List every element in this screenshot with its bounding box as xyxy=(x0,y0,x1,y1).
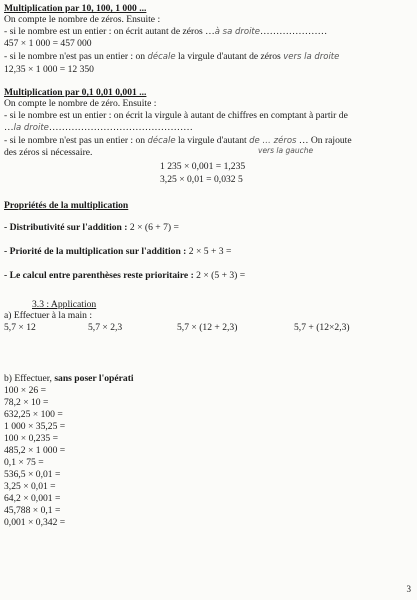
list-item: 45,788 × 0,1 = xyxy=(4,505,61,516)
list-item: 632,25 × 100 = xyxy=(4,409,63,420)
operation: 5,7 + (12×2,3) xyxy=(294,322,350,333)
handwritten-answer: vers la droite xyxy=(283,52,340,62)
rule-integer: - si le nombre est un entier : on écrit autant de zéros …à sa droite………………… xyxy=(4,26,328,37)
rule-decimal: - si le nombre n'est pas un entier : on décale la virgule d'autant de … zéros … On rajoute xyxy=(4,135,352,146)
section-title-mult-01: Multiplication par 0,1 0,01 0,001 ... xyxy=(4,87,147,98)
handwritten-answer: vers la gauche xyxy=(258,146,314,155)
list-item: 100 × 26 = xyxy=(4,385,47,396)
list-item: 3,25 × 0,01 = xyxy=(4,481,56,492)
list-item: 78,2 × 10 = xyxy=(4,397,49,408)
text-line: On compte le nombre de zéros. Ensuite : xyxy=(4,14,161,25)
list-item: 536,5 × 0,01 = xyxy=(4,469,61,480)
handwritten-answer: la droite xyxy=(13,123,49,133)
operation: 5,7 × (12 + 2,3) xyxy=(177,322,238,333)
handwritten-answer: décale xyxy=(147,136,176,146)
text-line: des zéros si nécessaire. xyxy=(4,147,93,158)
operation: 5,7 × 2,3 xyxy=(88,322,123,333)
section-title-properties: Propriétés de la multiplication xyxy=(4,200,129,211)
list-item: 485,2 × 1 000 = xyxy=(4,445,66,456)
property-distributivity: - Distributivité sur l'addition : 2 × (6 + 7) = xyxy=(4,222,179,233)
example-line: 3,25 × 0,01 = 0,032 5 xyxy=(160,174,243,185)
exercise-b-label: b) Effectuer, sans poser l'opérati xyxy=(4,373,134,384)
operation: 5,7 × 12 xyxy=(4,322,36,333)
section-title-mult-10: Multiplication par 10, 100, 1 000 ... xyxy=(4,3,147,14)
handwritten-answer: décale xyxy=(147,52,176,62)
example-line: 1 235 × 0,001 = 1,235 xyxy=(160,161,246,172)
rule-integer: - si le nombre est un entier : on écrit la virgule à autant de chiffres en comptant à partir de xyxy=(4,110,348,121)
rule-integer-cont: …la droite……………………………………… xyxy=(4,122,193,133)
list-item: 100 × 0,235 = xyxy=(4,433,58,444)
handwritten-answer: à sa droite xyxy=(214,27,260,37)
handwritten-answer: de … zéros xyxy=(249,136,297,146)
list-item: 0,1 × 75 = xyxy=(4,457,44,468)
exercise-a-label: a) Effectuer à la main : xyxy=(4,310,92,321)
rule-decimal: - si le nombre n'est pas un entier : on décale la virgule d'autant de zéros vers la droite xyxy=(4,51,340,62)
text-line: On compte le nombre de zéro. Ensuite : xyxy=(4,98,157,109)
property-priority: - Priorité de la multiplication sur l'addition : 2 × 5 + 3 = xyxy=(4,246,232,257)
section-title-application: 3.3 : Application xyxy=(32,299,97,310)
list-item: 0,001 × 0,342 = xyxy=(4,517,66,528)
list-item: 64,2 × 0,001 = xyxy=(4,493,61,504)
page-number: 3 xyxy=(406,584,411,594)
example-line: 457 × 1 000 = 457 000 xyxy=(4,38,92,49)
list-item: 1 000 × 35,25 = xyxy=(4,421,66,432)
example-line: 12,35 × 1 000 = 12 350 xyxy=(4,64,94,75)
property-parentheses: - Le calcul entre parenthèses reste prioritaire : 2 × (5 + 3) = xyxy=(4,270,246,281)
